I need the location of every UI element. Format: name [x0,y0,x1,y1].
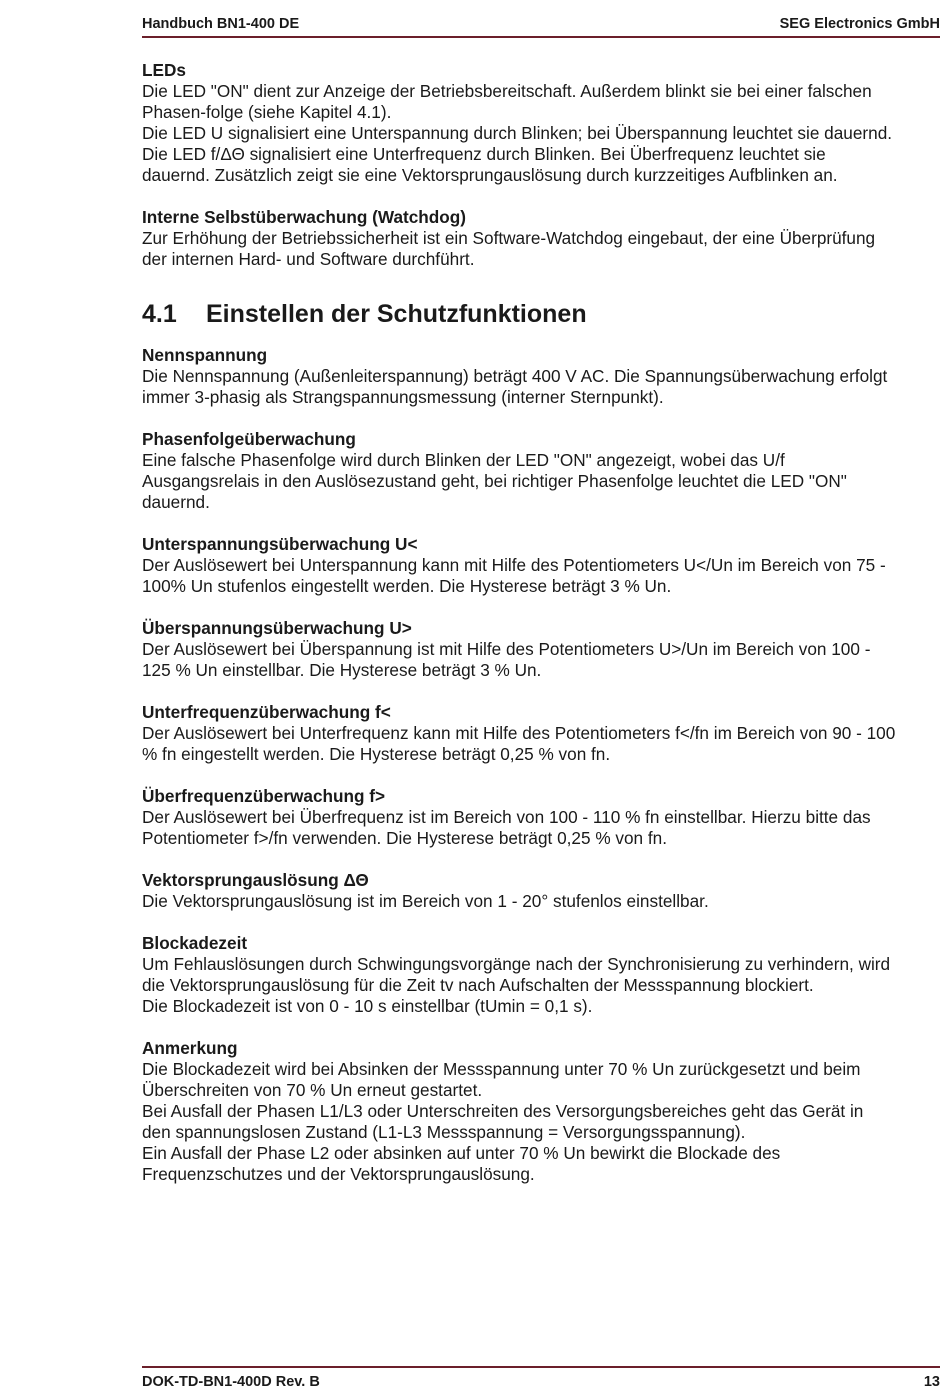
text-line: dauernd. Zusätzlich zeigt sie eine Vektorsprungauslösung durch kurzzeitiges Aufblinken an. [142,165,838,185]
text-line: Ein Ausfall der Phase L2 oder absinken auf unter 70 % Un bewirkt die Blockade des [142,1143,781,1163]
text-line: Ausgangsrelais in den Auslösezustand geht, bei richtiger Phasenfolge leuchtet die LED "ON" [142,471,847,491]
section [142,207,942,270]
section-heading: Vektorsprungauslösung ΔΘ [142,870,369,890]
text-line: immer 3-phasig als Strangspannungsmessung (interner Sternpunkt). [142,387,664,407]
section-heading: Phasenfolgeüberwachung [142,429,356,449]
text-line: den spannungslosen Zustand (L1-L3 Messspannung = Versorgungsspannung). [142,1122,746,1142]
section-body [142,366,942,408]
text-line: Überschreiten von 70 % Un erneut gestartet. [142,1080,483,1100]
section-heading: Interne Selbstüberwachung (Watchdog) [142,207,467,227]
section-body [142,228,942,270]
text-line: Um Fehlauslösungen durch Schwingungsvorgänge nach der Synchronisierung zu verhindern, wird [142,954,891,974]
text-line: Die LED "ON" dient zur Anzeige der Betriebsbereitschaft. Außerdem blinkt sie bei einer falschen [142,81,872,101]
section-heading: Überspannungsüberwachung U> [142,618,412,638]
text-line: Die LED f/ΔΘ signalisiert eine Unterfrequenz durch Blinken. Bei Überfrequenz leuchtet sie [142,144,826,164]
section [142,618,942,681]
section-body [142,1059,942,1185]
intro-sections [142,60,942,270]
section [142,870,942,912]
text-line: Potentiometer f>/fn verwenden. Die Hysterese beträgt 0,25 % von fn. [142,828,667,848]
section [142,1038,942,1185]
section [142,933,942,1017]
text-line: % fn eingestellt werden. Die Hysterese beträgt 0,25 % von fn. [142,744,611,764]
text-line: 100% Un stufenlos eingestellt werden. Die Hysterese beträgt 3 % Un. [142,576,672,596]
section [142,60,942,186]
text-line: Die Vektorsprungauslösung ist im Bereich von 1 - 20° stufenlos einstellbar. [142,891,709,911]
header-document-title: Handbuch BN1-400 DE [142,16,300,32]
section-body [142,81,942,186]
text-line: der internen Hard- und Software durchführt. [142,249,475,269]
text-line: Die Blockadezeit ist von 0 - 10 s einstellbar (tUmin = 0,1 s). [142,996,593,1016]
text-line: die Vektorsprungauslösung für die Zeit tv nach Aufschalten der Messspannung blockiert. [142,975,814,995]
chapter-heading [142,299,942,329]
text-line: Die Nennspannung (Außenleiterspannung) beträgt 400 V AC. Die Spannungsüberwachung erfolgt [142,366,888,386]
text-line: Zur Erhöhung der Betriebssicherheit ist ein Software-Watchdog eingebaut, der eine Überprüfung [142,228,876,248]
section [142,345,942,408]
section-heading: Nennspannung [142,345,268,365]
page-content [142,60,942,1206]
text-line: Phasen-folge (siehe Kapitel 4.1). [142,102,392,122]
section-body [142,723,942,765]
section [142,786,942,849]
text-line: Die LED U signalisiert eine Unterspannung durch Blinken; bei Überspannung leuchtet sie dauernd. [142,123,893,143]
page-number: 13 [923,1374,940,1390]
section [142,534,942,597]
section-heading: Blockadezeit [142,933,248,953]
text-line: 125 % Un einstellbar. Die Hysterese beträgt 3 % Un. [142,660,542,680]
section-heading: LEDs [142,60,186,80]
chapter-sections [142,345,942,1185]
section-body [142,450,942,513]
section-body [142,954,942,1017]
text-line: dauernd. [142,492,210,512]
section-body [142,891,942,912]
text-line: Die Blockadezeit wird bei Absinken der Messspannung unter 70 % Un zurückgesetzt und beim [142,1059,861,1079]
section-body [142,555,942,597]
section-heading: Unterfrequenzüberwachung f< [142,702,391,722]
section [142,702,942,765]
text-line: Der Auslösewert bei Unterspannung kann mit Hilfe des Potentiometers U</Un im Bereich von 75 - [142,555,886,575]
section-heading: Anmerkung [142,1038,238,1058]
footer-document-id: DOK-TD-BN1-400D Rev. B [142,1374,320,1390]
text-line: Eine falsche Phasenfolge wird durch Blinken der LED "ON" angezeigt, wobei das U/f [142,450,785,470]
page-footer [142,1366,940,1392]
text-line: Bei Ausfall der Phasen L1/L3 oder Unterschreiten des Versorgungsbereiches geht das Gerät in [142,1101,864,1121]
section [142,429,942,513]
section-heading: Unterspannungsüberwachung U< [142,534,418,554]
chapter-number: 4.1 [142,300,177,328]
text-line: Der Auslösewert bei Unterfrequenz kann mit Hilfe des Potentiometers f</fn im Bereich von 90 - 100 [142,723,896,743]
header-company: SEG Electronics GmbH [779,16,940,32]
section-body [142,807,942,849]
section-body [142,639,942,681]
chapter-title: Einstellen der Schutzfunktionen [206,300,587,328]
text-line: Der Auslösewert bei Überfrequenz ist im Bereich von 100 - 110 % fn einstellbar. Hierzu bitte das [142,807,871,827]
text-line: Frequenzschutzes und der Vektorsprungauslösung. [142,1164,535,1184]
text-line: Der Auslösewert bei Überspannung ist mit Hilfe des Potentiometers U>/Un im Bereich von 100 - [142,639,871,659]
page-header [142,14,940,38]
section-heading: Überfrequenzüberwachung f> [142,786,386,806]
